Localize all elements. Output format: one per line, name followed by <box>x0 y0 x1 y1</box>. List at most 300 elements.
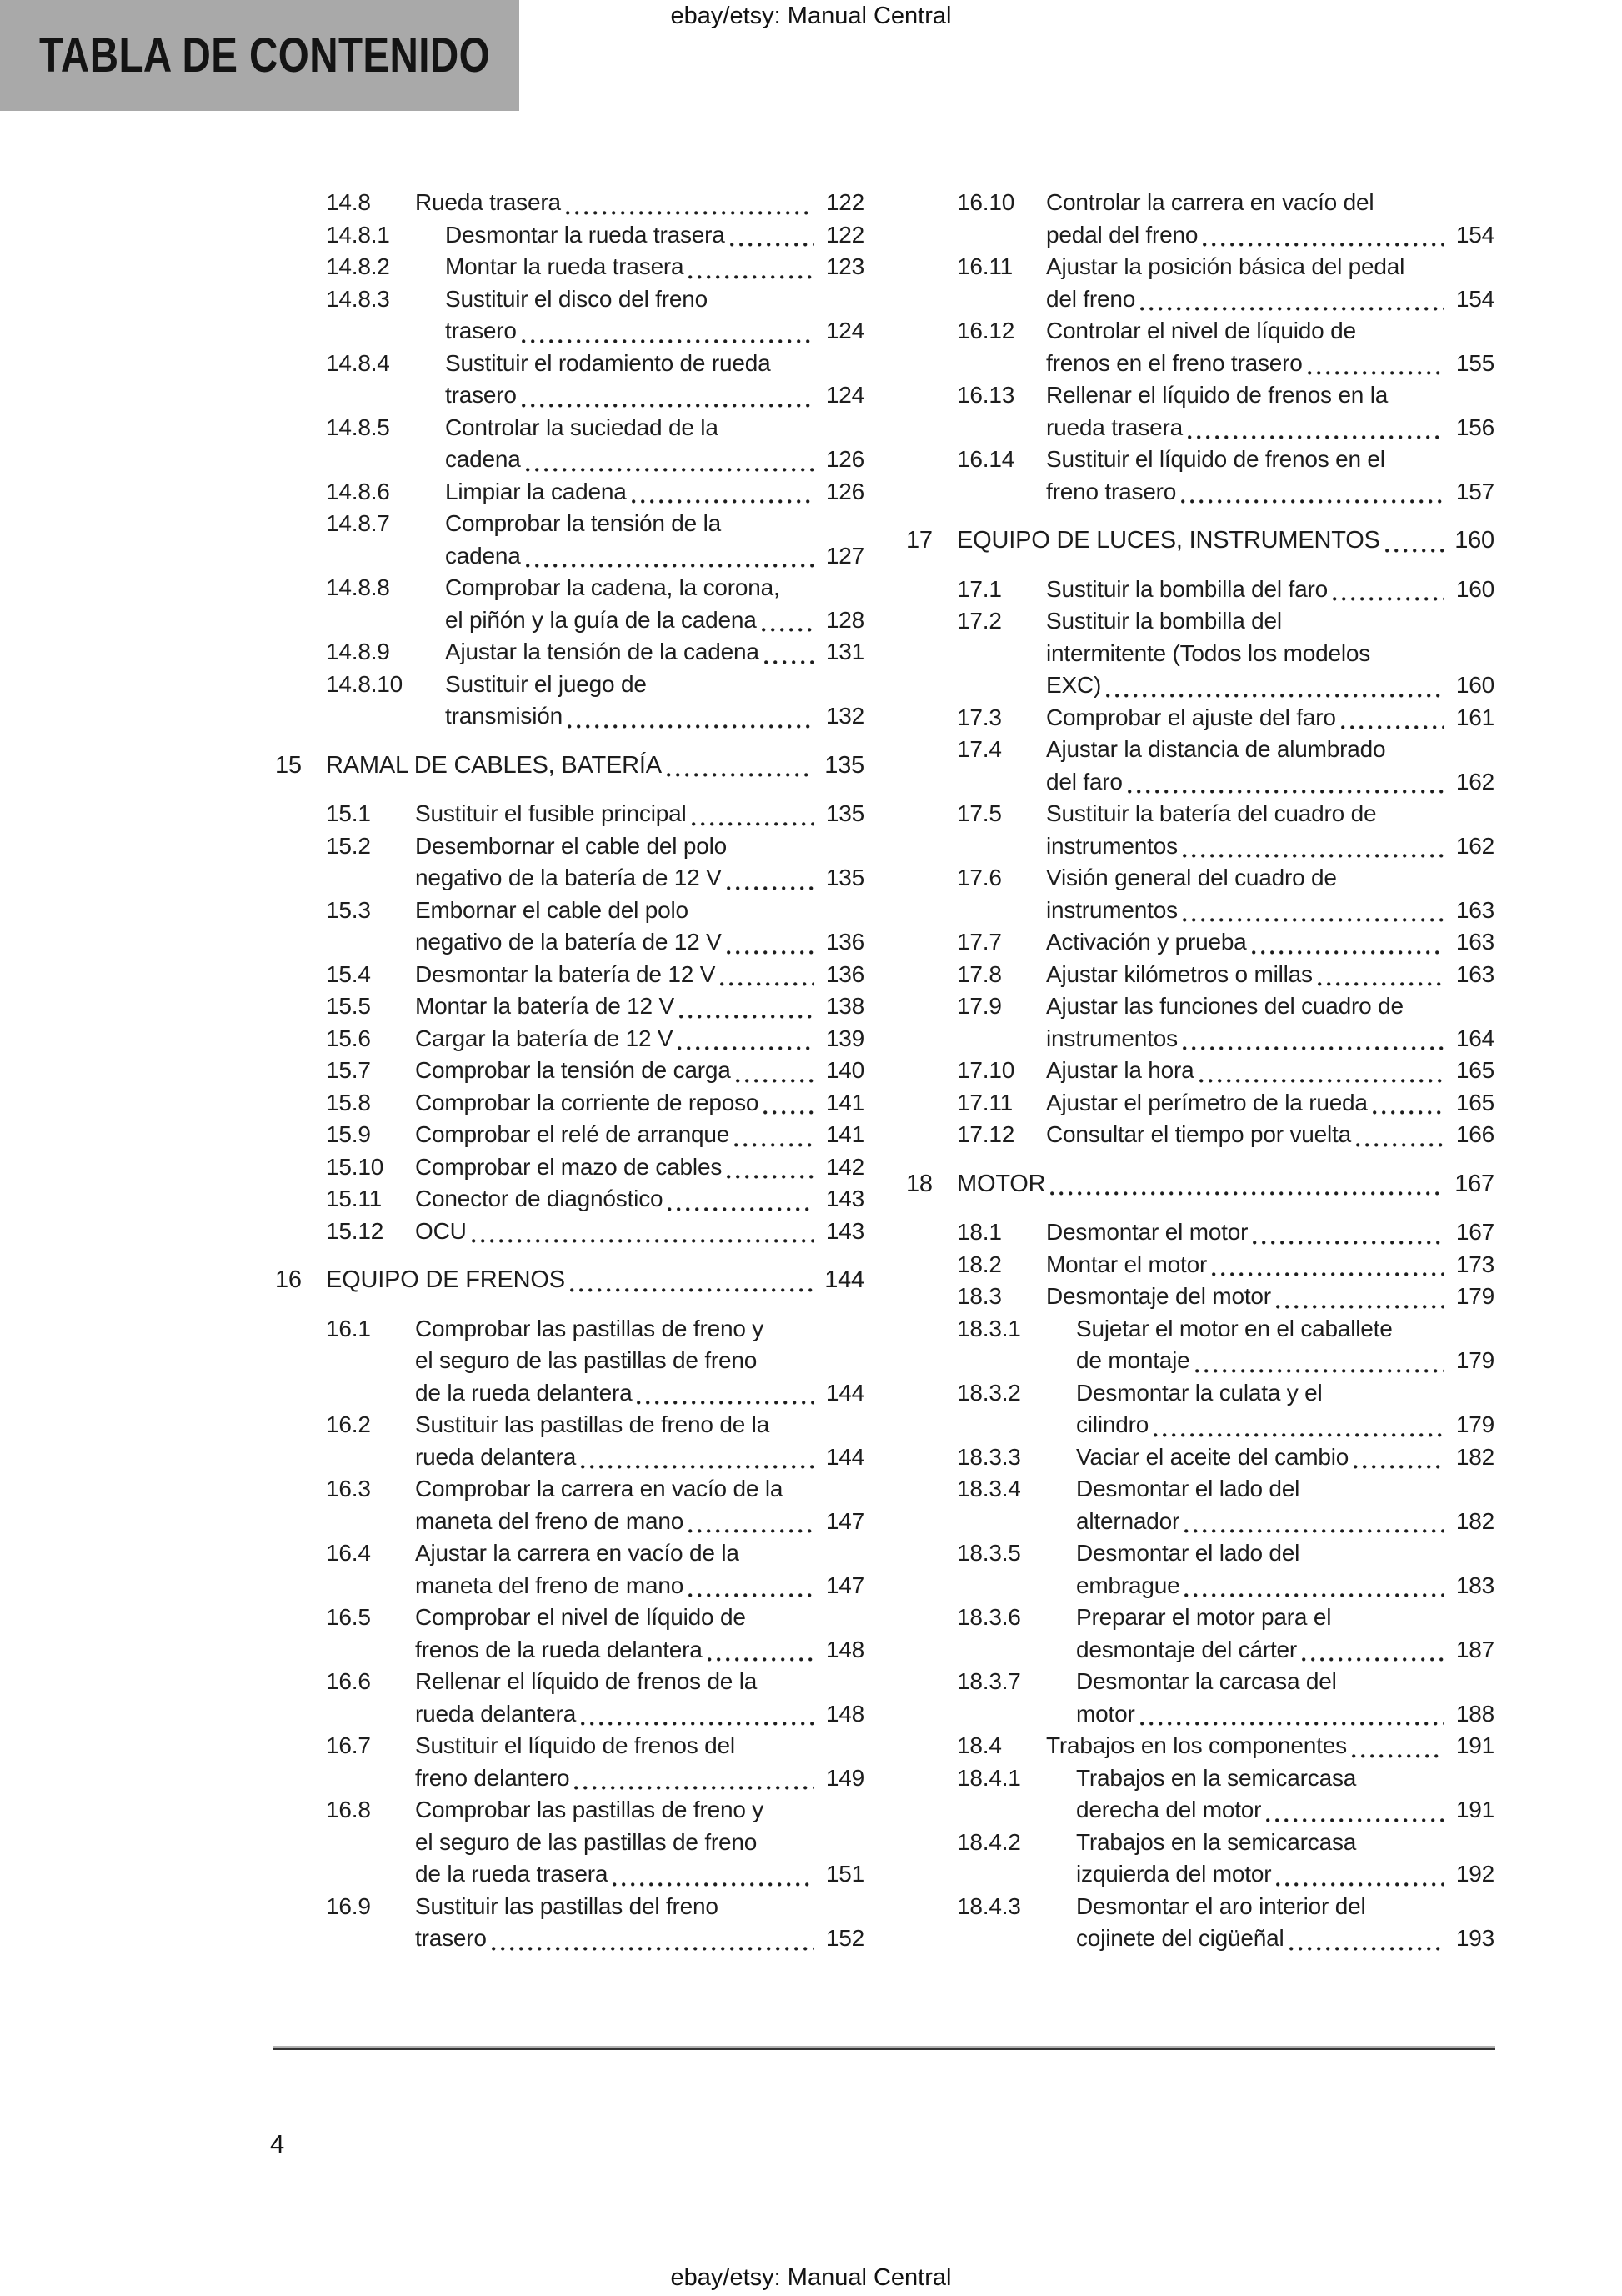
toc-entry <box>275 1313 864 1410</box>
toc-entry-number: 14.8.6 <box>326 478 390 504</box>
toc-entry-line <box>1046 444 1494 476</box>
dot-leader <box>517 379 821 412</box>
toc-entry-line <box>415 798 864 830</box>
page-number: 4 <box>270 2129 285 2158</box>
toc-entry-body <box>445 636 864 669</box>
toc-entry <box>275 1264 864 1296</box>
toc-entry-body <box>1046 862 1494 926</box>
toc-entry-title: Trabajos en los componentes <box>1046 1732 1347 1758</box>
toc-entry <box>275 219 864 252</box>
toc-entry-body <box>1076 1666 1494 1730</box>
toc-entry-number: 16.6 <box>326 1668 371 1694</box>
toc-entry-body <box>1076 1377 1494 1441</box>
toc-entry-line <box>445 669 864 701</box>
toc-entry-line <box>957 1168 1494 1201</box>
toc-entry-line <box>415 1506 864 1538</box>
toc-entry <box>275 1216 864 1248</box>
toc-entry-body <box>415 187 864 219</box>
toc-entry-title: negativo de la batería de 12 V <box>415 865 722 890</box>
page-heading: TABLA DE CONTENIDO <box>39 28 491 83</box>
toc-entry-number: 18.4.1 <box>957 1764 1021 1791</box>
toc-entry-page: 191 <box>1455 1797 1494 1822</box>
toc-entry-page: 138 <box>825 993 864 1019</box>
toc-entry-line <box>1046 1087 1494 1120</box>
toc-entry-title: EQUIPO DE LUCES, INSTRUMENTOS <box>957 527 1380 554</box>
toc-entry-line <box>415 1537 864 1570</box>
toc-entry-page: 132 <box>825 703 864 729</box>
toc-entry-number: 15.4 <box>326 960 371 987</box>
toc-entry <box>275 1537 864 1602</box>
toc-entry-number: 17.5 <box>957 800 1002 826</box>
toc-entry-body <box>1076 1602 1494 1666</box>
toc-entry-body <box>1046 605 1494 702</box>
toc-entry-body <box>445 572 864 636</box>
toc-entry-body <box>1076 1891 1494 1955</box>
toc-entry <box>275 283 864 348</box>
toc-entry-number: 15.3 <box>326 896 371 923</box>
toc-entry-line <box>415 895 864 927</box>
toc-entry-body <box>415 1473 864 1537</box>
toc-entry <box>275 572 864 636</box>
toc-entry <box>906 1055 1494 1087</box>
toc-entry-title: instrumentos <box>1046 832 1178 859</box>
toc-entry-title: Sustituir el líquido de frenos del <box>415 1732 735 1758</box>
toc-entry-body <box>1046 1730 1494 1762</box>
dot-leader <box>674 990 821 1023</box>
toc-entry-line <box>415 1055 864 1087</box>
toc-entry-line <box>415 1151 864 1184</box>
toc-entry <box>906 1537 1494 1602</box>
toc-entry-title: rueda trasera <box>1046 414 1183 440</box>
toc-entry-title: Desembornar el cable del polo <box>415 832 727 859</box>
toc-entry-number: 16.12 <box>957 318 1015 343</box>
toc-entry-body <box>415 1891 864 1955</box>
toc-entry-line <box>415 1473 864 1506</box>
toc-entry-body <box>445 412 864 476</box>
toc-entry-number: 15.2 <box>326 832 371 859</box>
toc-entry <box>275 348 864 412</box>
toc-entry-line <box>1046 1281 1494 1313</box>
toc-entry <box>275 959 864 991</box>
toc-entry-title: maneta del freno de mano <box>415 1572 684 1598</box>
toc-entry-body <box>445 476 864 509</box>
toc-entry-number: 14.8.9 <box>326 639 390 664</box>
toc-entry-page: 160 <box>1455 672 1494 698</box>
toc-entry-number: 16.9 <box>326 1892 371 1919</box>
toc-entry <box>275 1730 864 1794</box>
toc-entry-number: 17.9 <box>957 993 1002 1019</box>
dot-leader <box>662 749 821 782</box>
toc-entry-line <box>1046 638 1494 670</box>
toc-entry-page: 122 <box>825 221 864 248</box>
toc-entry-number: 14.8.8 <box>326 574 390 600</box>
dot-leader <box>561 187 821 219</box>
toc-entry-body <box>1076 1313 1494 1377</box>
toc-entry-title: Desmontar el motor <box>1046 1219 1249 1245</box>
toc-entry-page: 154 <box>1455 221 1494 248</box>
toc-entry-title: MOTOR <box>957 1170 1046 1197</box>
toc-entry-number: 15.12 <box>326 1217 384 1244</box>
toc-entry-line <box>415 1345 864 1377</box>
dot-leader <box>1368 1087 1451 1120</box>
toc-entry <box>906 1473 1494 1537</box>
toc-entry <box>275 798 864 830</box>
toc-entry-title: Consultar el tiempo por vuelta <box>1046 1121 1351 1147</box>
toc-entry <box>906 1891 1494 1955</box>
toc-entry-body <box>415 1216 864 1248</box>
toc-entry-title: EXC) <box>1046 672 1102 698</box>
toc-entry <box>906 1441 1494 1474</box>
dot-leader <box>569 1762 821 1795</box>
toc-entry-title: Sustituir el juego de <box>445 670 647 697</box>
toc-entry-page: 148 <box>825 1700 864 1727</box>
toc-entry-page: 135 <box>825 865 864 890</box>
toc-entry-line <box>415 830 864 863</box>
toc-entry-body <box>1046 444 1494 508</box>
toc-entry-body <box>445 348 864 412</box>
dot-leader <box>1328 574 1451 606</box>
toc-entry <box>275 1151 864 1184</box>
toc-entry <box>906 1168 1494 1201</box>
toc-entry-page: 163 <box>1455 896 1494 923</box>
toc-entry-page: 148 <box>825 1636 864 1662</box>
dot-leader <box>487 1923 821 1955</box>
toc-entry-number: 18.3.2 <box>957 1379 1021 1406</box>
dot-leader <box>757 604 821 637</box>
toc-entry-number: 15.6 <box>326 1025 371 1051</box>
toc-entry-number: 17.1 <box>957 575 1002 602</box>
toc-entry-line <box>1076 1313 1494 1346</box>
dot-leader <box>1179 1570 1451 1602</box>
dot-leader <box>1198 219 1451 252</box>
toc-entry-title: Rellenar el líquido de frenos en la <box>1046 382 1389 408</box>
dot-leader <box>1183 412 1451 444</box>
toc-entry-page: 179 <box>1455 1283 1494 1309</box>
toc-entry-number: 14.8.10 <box>326 670 403 697</box>
toc-entry-number: 17.8 <box>957 960 1002 987</box>
toc-entry-title: de la rueda delantera <box>415 1379 633 1406</box>
toc-entry-line <box>1076 1506 1494 1538</box>
toc-entry <box>906 702 1494 734</box>
toc-entry-page: 147 <box>825 1507 864 1534</box>
toc-entry <box>275 412 864 476</box>
toc-entry-title: Desmontar la culata y el <box>1076 1379 1323 1406</box>
toc-entry-page: 165 <box>1455 1089 1494 1115</box>
toc-entry-line <box>1046 219 1494 252</box>
toc-entry <box>906 1377 1494 1441</box>
dot-leader <box>722 862 821 895</box>
toc-entry-number: 14.8.7 <box>326 510 390 536</box>
dot-leader <box>1297 1634 1451 1667</box>
toc-entry-title: Sustituir la bombilla del <box>1046 608 1282 634</box>
toc-entry-body <box>415 895 864 959</box>
toc-entry-title: Visión general del cuadro de <box>1046 865 1337 890</box>
toc-entry-page: 157 <box>1455 478 1494 504</box>
dot-leader <box>1261 1794 1451 1827</box>
toc-entry-title: embrague <box>1076 1572 1180 1598</box>
toc-entry-body <box>415 1730 864 1794</box>
toc-entry-page: 167 <box>1455 1219 1494 1245</box>
toc-entry-line <box>1046 734 1494 766</box>
toc-entry-line <box>415 1891 864 1923</box>
toc-entry <box>906 1602 1494 1666</box>
toc-entry-line <box>445 444 864 476</box>
toc-entry-line <box>415 1794 864 1827</box>
toc-entry-title: Sustituir el líquido de frenos en el <box>1046 446 1385 472</box>
toc-entry-page: 142 <box>825 1153 864 1180</box>
toc-entry-number: 18.3.7 <box>957 1668 1021 1694</box>
toc-entry-line <box>445 219 864 252</box>
toc-entry-page: 127 <box>825 542 864 569</box>
toc-entry-number: 16.4 <box>326 1540 371 1566</box>
toc-entry-line <box>415 1087 864 1120</box>
dot-leader <box>1178 830 1451 863</box>
toc-entry-line <box>1046 412 1494 444</box>
dot-leader <box>1271 1858 1451 1891</box>
toc-entry-body <box>1046 1119 1494 1151</box>
toc-entry-body <box>415 1794 864 1891</box>
toc-entry-page: 163 <box>1455 929 1494 955</box>
toc-entry-body <box>1046 798 1494 862</box>
toc-entry-title: Ajustar la posición básica del pedal <box>1046 253 1405 279</box>
toc-entry-number: 14.8.2 <box>326 253 390 279</box>
toc-entry-number: 16.8 <box>326 1797 371 1822</box>
dot-leader <box>1194 1055 1451 1087</box>
toc-entry <box>906 1666 1494 1730</box>
toc-entry-title: derecha del motor <box>1076 1797 1262 1822</box>
dot-leader <box>1271 1281 1451 1313</box>
toc-entry-line <box>445 700 864 733</box>
toc-entry-title: Desmontar el aro interior del <box>1076 1892 1366 1919</box>
toc-entry-body <box>415 1183 864 1216</box>
toc-entry <box>275 830 864 895</box>
toc-entry-title: el seguro de las pastillas de freno <box>415 1828 758 1855</box>
toc-entry-page: 144 <box>825 1379 864 1406</box>
toc-entry-title: Desmontaje del motor <box>1046 1283 1271 1309</box>
toc-entry-line <box>1076 1634 1494 1667</box>
toc-entry-line <box>1076 1794 1494 1827</box>
toc-entry-number: 17.7 <box>957 929 1002 955</box>
toc-entry-line <box>1046 1216 1494 1249</box>
toc-entry <box>275 1602 864 1666</box>
toc-entry-line <box>1046 766 1494 799</box>
toc-entry-number: 17.10 <box>957 1057 1015 1083</box>
toc-entry-page: 161 <box>1455 704 1494 730</box>
toc-entry-line <box>445 572 864 604</box>
toc-entry-line <box>1046 798 1494 830</box>
toc-entry-body <box>957 1168 1494 1201</box>
toc-entry-number: 18.3.3 <box>957 1443 1021 1470</box>
toc-entry-page: 160 <box>1455 575 1494 602</box>
toc-entry-line <box>415 926 864 959</box>
toc-entry-page: 162 <box>1455 768 1494 795</box>
toc-entry-page: 179 <box>1455 1347 1494 1373</box>
toc-entry-number: 18.3 <box>957 1283 1002 1309</box>
toc-entry-page: 179 <box>1455 1411 1494 1437</box>
toc-entry-title: Comprobar la cadena, la corona, <box>445 574 780 600</box>
toc-entry-number: 15.10 <box>326 1153 384 1180</box>
toc-entry-number: 18.4.3 <box>957 1892 1021 1919</box>
toc-entry-line <box>1046 605 1494 638</box>
toc-entry-number: 18.3.1 <box>957 1315 1021 1341</box>
toc-entry-line <box>415 1698 864 1731</box>
toc-entry-title: Cargar la batería de 12 V <box>415 1025 673 1051</box>
toc-entry-title: del faro <box>1046 768 1123 795</box>
toc-entry-page: 131 <box>825 639 864 664</box>
toc-entry-title: Ajustar las funciones del cuadro de <box>1046 993 1404 1019</box>
toc-entry-page: 167 <box>1454 1170 1494 1197</box>
toc-entry-page: 151 <box>825 1861 864 1887</box>
toc-entry-title: Comprobar la tensión de carga <box>415 1057 731 1083</box>
toc-entry-page: 192 <box>1455 1861 1494 1887</box>
toc-entry-line <box>415 1923 864 1955</box>
toc-entry-page: 135 <box>825 800 864 826</box>
toc-entry-line <box>1046 348 1494 380</box>
dot-leader <box>683 1506 821 1538</box>
toc-entry <box>906 1216 1494 1249</box>
toc-entry-page: 152 <box>825 1925 864 1951</box>
toc-entry-page: 139 <box>825 1025 864 1051</box>
dot-leader <box>722 926 821 959</box>
toc-entry-title: Comprobar el ajuste del faro <box>1046 704 1336 730</box>
toc-entry-number: 16.11 <box>957 253 1013 279</box>
toc-entry-title: Ajustar la carrera en vacío de la <box>415 1540 739 1566</box>
toc-entry-line <box>1046 926 1494 959</box>
toc-entry-body <box>1076 1762 1494 1827</box>
toc-entry-title: izquierda del motor <box>1076 1861 1272 1887</box>
toc-entry-title: maneta del freno de mano <box>415 1507 684 1534</box>
toc-entry-page: 144 <box>825 1443 864 1470</box>
dot-leader <box>1351 1119 1451 1151</box>
toc-entry-line <box>1046 862 1494 895</box>
toc-entry-line <box>415 1216 864 1248</box>
dot-leader <box>703 1634 821 1667</box>
toc-entry-title: OCU <box>415 1217 467 1244</box>
toc-entry-title: Rellenar el líquido de frenos de la <box>415 1668 758 1694</box>
toc-entry-page: 136 <box>825 960 864 987</box>
toc-entry-line <box>1076 1473 1494 1506</box>
toc-entry-title: Comprobar la tensión de la <box>445 510 721 536</box>
toc-entry-title: el seguro de las pastillas de freno <box>415 1347 758 1373</box>
toc-entry <box>906 315 1494 379</box>
toc-entry-line <box>957 524 1494 557</box>
toc-entry-number: 14.8 <box>326 189 371 215</box>
toc-entry-line <box>1076 1762 1494 1795</box>
toc-entry-line <box>326 749 864 782</box>
toc-entry-number: 17.6 <box>957 865 1002 890</box>
dot-leader <box>608 1858 821 1891</box>
toc-entry <box>275 1055 864 1087</box>
toc-entry <box>906 798 1494 862</box>
toc-entry-number: 16.10 <box>957 189 1015 215</box>
toc-entry-line <box>415 187 864 219</box>
toc-entry-line <box>1076 1858 1494 1891</box>
toc-entry-number: 16.13 <box>957 382 1015 408</box>
toc-entry-page: 124 <box>825 318 864 343</box>
toc-entry-title: Preparar el motor para el <box>1076 1604 1332 1630</box>
dot-leader <box>1336 702 1451 734</box>
toc-entry <box>906 734 1494 798</box>
toc-entry-line <box>445 348 864 380</box>
toc-entry <box>906 251 1494 315</box>
toc-entry-body <box>1046 702 1494 734</box>
toc-entry-title: Comprobar las pastillas de freno y <box>415 1797 764 1822</box>
toc-entry-line <box>1046 379 1494 412</box>
toc-entry-page: 182 <box>1455 1443 1494 1470</box>
dot-leader <box>759 636 821 669</box>
toc-entry-title: cadena <box>445 542 521 569</box>
toc-entry-title: Ajustar kilómetros o millas <box>1046 960 1313 987</box>
toc-entry-body <box>415 1666 864 1730</box>
toc-entry-title: Ajustar el perímetro de la rueda <box>1046 1089 1368 1115</box>
toc-entry-page: 193 <box>1455 1925 1494 1951</box>
toc-entry-number: 17.11 <box>957 1089 1013 1115</box>
toc-entry-line <box>415 1634 864 1667</box>
dot-leader <box>1149 1409 1451 1441</box>
toc-entry-number: 15.9 <box>326 1121 371 1147</box>
toc-entry-page: 191 <box>1455 1732 1494 1758</box>
toc-entry-line <box>415 1313 864 1346</box>
toc-entry-title: trasero <box>445 318 517 343</box>
toc-entry-line <box>1076 1377 1494 1410</box>
toc-entry-number: 15.5 <box>326 993 371 1019</box>
toc-entry-title: Ajustar la distancia de alumbrado <box>1046 736 1386 762</box>
toc-entry-line <box>1046 283 1494 316</box>
toc-entry-title: Activación y prueba <box>1046 929 1247 955</box>
toc-entry-body <box>415 1409 864 1473</box>
toc-entry-title: Sustituir el rodamiento de rueda <box>445 349 771 376</box>
toc-entry-body <box>1046 959 1494 991</box>
dot-leader <box>1135 283 1451 316</box>
toc-entry <box>906 990 1494 1055</box>
toc-entry-page: 149 <box>825 1764 864 1791</box>
toc-entry-number: 17.12 <box>957 1121 1015 1147</box>
toc-entry-number: 18.3.4 <box>957 1476 1021 1501</box>
toc-entry-line <box>415 959 864 991</box>
toc-entry-line <box>415 1602 864 1634</box>
dot-leader <box>467 1216 821 1248</box>
toc-entry-line <box>1046 669 1494 702</box>
toc-entry-body <box>415 959 864 991</box>
toc-entry-body <box>445 669 864 733</box>
toc-entry-number: 18 <box>906 1170 933 1197</box>
toc-entry-title: rueda delantera <box>415 1443 577 1470</box>
toc-entry-body <box>445 219 864 252</box>
toc-entry-line <box>1046 830 1494 863</box>
toc-entry-body <box>326 1264 864 1296</box>
toc-entry-title: negativo de la batería de 12 V <box>415 929 722 955</box>
toc-entry-title: Sustituir las pastillas de freno de la <box>415 1411 770 1437</box>
toc-entry-line <box>1046 476 1494 509</box>
dot-leader <box>1349 1441 1451 1474</box>
toc-entry-page: 162 <box>1455 832 1494 859</box>
toc-entry-title: cilindro <box>1076 1411 1149 1437</box>
dot-leader <box>627 476 821 509</box>
toc-entry <box>275 1023 864 1055</box>
dot-leader <box>1135 1698 1451 1731</box>
toc-entry-number: 18.4 <box>957 1732 1002 1758</box>
toc-entry-title: Desmontar la rueda trasera <box>445 221 725 248</box>
toc-entry-title: RAMAL DE CABLES, BATERÍA <box>326 751 662 779</box>
toc-entry-line <box>445 283 864 316</box>
toc-entry-line <box>1046 1119 1494 1151</box>
dot-leader <box>563 700 821 733</box>
toc-entry-line <box>1076 1698 1494 1731</box>
dot-leader <box>576 1698 821 1731</box>
toc-entry-title: cadena <box>445 446 521 472</box>
toc-entry <box>906 1730 1494 1762</box>
toc-entry-line <box>1046 1023 1494 1055</box>
